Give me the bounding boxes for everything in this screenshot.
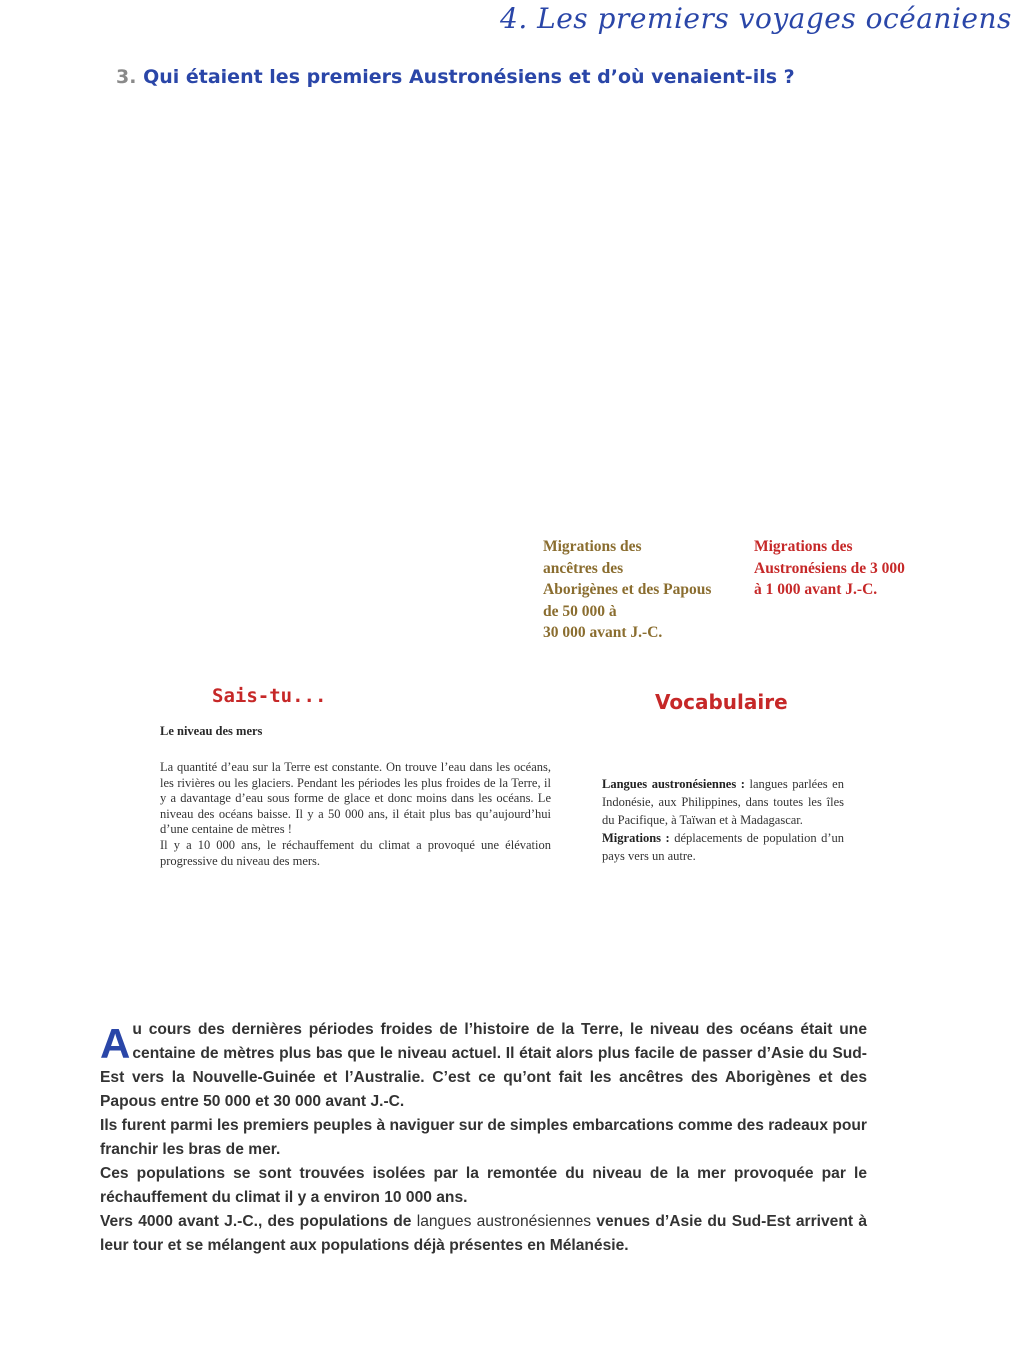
- main-paragraph-part: venues d’Asie du Sud-Est arrivent à leur tour et se mélangent aux populations déjà présentes en Mélanésie.: [100, 1213, 868, 1254]
- sais-tu-subtitle: Le niveau des mers: [160, 724, 263, 738]
- vocab-term: Migrations :: [602, 831, 670, 845]
- legend-line: Austronésiens de 3 000: [754, 559, 905, 577]
- main-paragraph: u cours des dernières périodes froides de l’histoire de la Terre, le niveau des océans était une centaine de mètres plus bas que le niveau actuel. Il était alors plus facile de passer d’Asie du Sud-Est vers la Nouvelle-Guinée et l’Australie. C’est ce qu’ont fait les ancêtres des Aborigènes et des Papous entre 50 000 et 30 000 avant J.-C.: [100, 1021, 867, 1110]
- vocabulaire-body: [602, 775, 844, 865]
- section-number: 3.: [116, 66, 137, 88]
- main-paragraph-part: Vers 4000 avant J.-C., des populations de: [100, 1213, 417, 1230]
- legend-aborigines-migrations: [543, 536, 748, 644]
- legend-line: de 50 000 à: [543, 602, 617, 620]
- legend-line: Aborigènes et des Papous: [543, 581, 712, 598]
- main-paragraph: Ils furent parmi les premiers peuples à naviguer sur de simples embarcations comme des radeaux pour franchir les bras de mer.: [100, 1117, 867, 1158]
- main-text: [100, 1018, 867, 1258]
- legend-line: Migrations des: [543, 538, 642, 555]
- sais-tu-body: [160, 760, 551, 869]
- chapter-title: 4. Les premiers voyages océaniens: [500, 2, 1012, 35]
- section-question: Qui étaient les premiers Austronésiens et d’où venaient-ils ?: [143, 66, 795, 88]
- legend-line: Migrations des: [754, 538, 853, 555]
- sais-tu-paragraph: La quantité d’eau sur la Terre est constante. On trouve l’eau dans les océans, les rivières ou les glaciers. Pendant les périodes les plus froides de la Terre, il y a davantage d’eau sous forme de glace et donc moins dans les océans. Le niveau des océans baisse. Il y a 50 000 ans, il était plus bas qu’aujourd’hui d’une centaine de mètres !: [160, 760, 551, 837]
- legend-line: 30 000 avant J.-C.: [543, 624, 663, 641]
- vocab-entry: [602, 829, 844, 865]
- legend-line: à 1 000 avant J.-C.: [754, 581, 878, 598]
- legend-line: ancêtres des: [543, 559, 624, 577]
- drop-cap: A: [100, 1020, 131, 1067]
- vocabulaire-title: Vocabulaire: [655, 690, 788, 714]
- vocab-definition: langues parlées en Indonésie, aux Philippines, dans toutes les îles du Pacifique, à Taïwan et à Madagascar.: [602, 777, 844, 827]
- section-heading: [116, 66, 795, 88]
- main-paragraph-part: langues austronésiennes: [416, 1213, 592, 1230]
- main-paragraph: [100, 1210, 867, 1258]
- vocab-entry: [602, 775, 844, 829]
- main-paragraph: Ces populations se sont trouvées isolées par la remontée du niveau de la mer provoquée par le réchauffement du climat il y a environ 10 000 ans.: [100, 1165, 867, 1206]
- vocab-definition: déplacements de population d’un pays vers un autre.: [602, 831, 845, 863]
- legend-austronesian-migrations: [754, 536, 944, 601]
- sais-tu-paragraph: Il y a 10 000 ans, le réchauffement du climat a provoqué une élévation progressive du niveau des mers.: [160, 837, 551, 868]
- vocab-term: Langues austronésiennes :: [602, 777, 745, 791]
- sais-tu-title: Sais-tu...: [212, 685, 327, 707]
